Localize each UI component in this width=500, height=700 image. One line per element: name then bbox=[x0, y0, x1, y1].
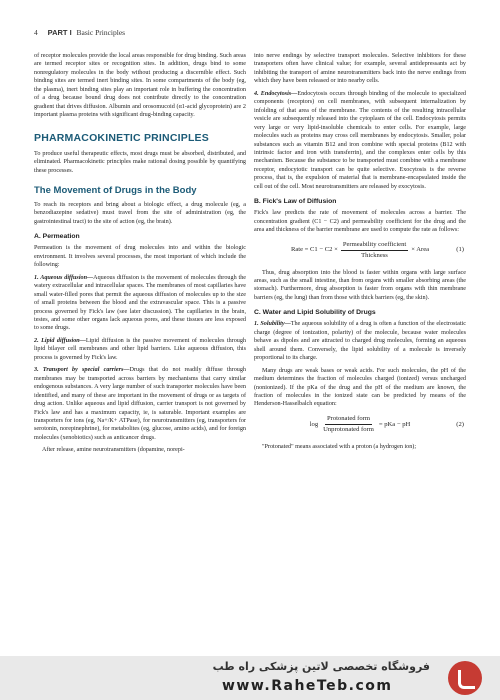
endocytosis-lead: 4. Endocytosis— bbox=[254, 90, 298, 97]
permeation-paragraph: Permeation is the movement of drug molecules into and within the biologic environment. It involves several processes, the most important of which include the following: bbox=[34, 245, 246, 269]
equation2-number: (2) bbox=[456, 420, 464, 428]
weak-acids-paragraph: Many drugs are weak bases or weak acids. For such molecules, the pH of the medium determines the fraction of molecules charged (ionized) versus uncharged (nonionized). If the pKa of the drug and the pH of the medium are known, the fraction of molecules in the ionized state can be predicted by means of the Henderson-Hasselbalch equation: bbox=[254, 367, 466, 408]
equation2-numerator: Protonated form bbox=[325, 415, 372, 425]
equation1-fraction bbox=[341, 241, 408, 261]
heading-solubility: C. Water and Lipid Solubility of Drugs bbox=[254, 309, 376, 317]
part-title: Basic Principles bbox=[76, 28, 126, 37]
aqueous-diffusion-text: Aqueous diffusion is the movement of molecules through the watery extracellular and intracellular spaces. The membranes of most capillaries have small water-filled pores that permit the aqueous diffusion of molecules up to the size of small proteins between the blood and the extravascular space. This is a passive process governed by Fick's law (see later discussion). The capillaries in the brain, testes, and some other organs lack aqueous pores, and these tissues are less exposed to some drugs. bbox=[34, 274, 246, 332]
watermark-persian-text: فروشگاه تخصصی لاتین پزشکی راه طب bbox=[212, 660, 430, 673]
intro-paragraph: of receptor molecules provide the local areas responsible for drug binding. Such areas are termed receptor sites or recognition sites. In addition, drugs bind to some nonregulatory molecules in the body without producing a discernible effect. Such binding sites are termed inert binding sites. In some compartments of the body (eg, the plasma), inert binding sites play an important role in buffering the concentration of a drug because bound drug does not contribute directly to the concentration gradient that drives diffusion. Albumin and orosomucoid (α1-acid glycoprotein) are 2 important plasma proteins with significant drug-binding capacity. bbox=[34, 53, 246, 119]
carrier-transport-lead: 3. Transport by special carriers— bbox=[34, 367, 130, 374]
heading-ficks-law: B. Fick's Law of Diffusion bbox=[254, 198, 337, 206]
subsection-title: The Movement of Drugs in the Body bbox=[34, 184, 197, 196]
endocytosis-paragraph bbox=[254, 90, 466, 191]
equation2-rhs: = pKa − pH bbox=[378, 420, 411, 428]
solubility-text: The aqueous solubility of a drug is often a function of the electrostatic charge (degree of ionization, polarity) of the molecule, because water molecules behave as dipoles and are attracted to charged drug molecules, forming an aqueous shell around them. Conversely, the lipid solubility of a molecule is inversely proportional to its charge. bbox=[254, 321, 466, 362]
watermark-url: www.RaheTeb.com bbox=[222, 678, 393, 694]
equation2-log: log bbox=[309, 420, 319, 428]
equation2-fraction bbox=[321, 415, 376, 435]
continuation-paragraph: into nerve endings by selective transport molecules. Selective inhibitors for these transporters often have clinical value; for example, several antidepressants act by inhibiting the transport of amine neurotransmitters back into the nerve endings from which they have been released or into nearby cells. bbox=[254, 53, 466, 85]
lipid-diffusion-lead: 2. Lipid diffusion— bbox=[34, 337, 86, 344]
subsection-paragraph: To reach its receptors and bring about a biologic effect, a drug molecule (eg, a benzodiazepine sedative) must travel from the site of administration (eg, the gastrointestinal tract) to the site of action (eg, the brain). bbox=[34, 201, 246, 225]
equation1-lhs: Rate = C1 − C2 × bbox=[290, 246, 338, 254]
endocytosis-text: Endocytosis occurs through binding of the molecule to specialized components (receptors) on cell membranes, with subsequent internalization by infolding of that area of the membrane. The contents of the resulting intracellular vesicle are subsequently released into the cytoplasm of the cell. Endocytosis permits very large or very lipid-insoluble chemicals to enter cells. For example, large molecules such as proteins may cross cell membranes by endocytosis. Smaller, polar substances such as vitamin B12 and iron combine with special proteins (B12 with intrinsic factor and iron with transferrin), and the complexes enter cells by this mechanism. Because the substance to be transported must combine with a membrane receptor, endocytotic transport can be quite selective. Exocytosis is the reverse process, that is, the expulsion of material that is membrane-encapsulated inside the cell out of the cell. Most neurotransmitters are released by exocytosis. bbox=[254, 90, 466, 190]
page-header bbox=[34, 28, 125, 37]
ficks-law-paragraph: Fick's law predicts the rate of movement of molecules across a barrier. The concentration gradient (C1 − C2) and permeability coefficient for the drug and the area and thickness of the barrier membrane are used to compute the rate as follows: bbox=[254, 210, 466, 234]
solubility-lead: 1. Solubility— bbox=[254, 321, 291, 328]
heading-permeation: A. Permeation bbox=[34, 233, 80, 241]
aqueous-diffusion-lead: 1. Aqueous diffusion— bbox=[34, 274, 94, 281]
right-column bbox=[254, 52, 466, 455]
ficks-law-paragraph-2: Thus, drug absorption into the blood is faster within organs with large surface areas, such as the small intestine, than from organs with smaller absorbing areas (the stomach). Furthermore, drug absorption is faster from organs with thin membrane barriers (eg, the lung) than from those with thick barriers (eg, the skin). bbox=[254, 269, 466, 301]
aqueous-diffusion-paragraph bbox=[34, 274, 246, 333]
equation1-number: (1) bbox=[456, 246, 464, 254]
solubility-paragraph bbox=[254, 320, 466, 362]
watermark-logo-icon bbox=[448, 661, 482, 695]
equation-henderson-hasselbalch bbox=[254, 415, 466, 435]
section-paragraph: To produce useful therapeutic effects, most drugs must be absorbed, distributed, and eliminated. Pharmacokinetic principles make rational dosing possible by quantifying these processes. bbox=[34, 150, 246, 174]
left-column bbox=[34, 52, 246, 459]
part-label: PART I bbox=[47, 28, 72, 37]
after-release-paragraph: After release, amine neurotransmitters (dopamine, norepi- bbox=[42, 447, 185, 454]
section-title: PHARMACOKINETIC PRINCIPLES bbox=[34, 131, 209, 144]
equation1-numerator: Permeability coefficient bbox=[341, 241, 408, 251]
equation1-denominator: Thickness bbox=[361, 252, 388, 260]
equation2-denominator: Unprotonated form bbox=[323, 426, 374, 434]
lipid-diffusion-paragraph bbox=[34, 337, 246, 362]
equation1-rhs: × Area bbox=[411, 246, 430, 254]
lipid-diffusion-text: Lipid diffusion is the passive movement of molecules through lipid bilayer cell membranes and other lipid barriers. Like aqueous diffusion, this process is governed by Fick's law. bbox=[34, 337, 246, 361]
carrier-transport-text: Drugs that do not readily diffuse through membranes may be transported across barriers by mechanisms that carry similar endogenous substances. A very large number of such transporter molecules have been identified, and many of these are important in the movement of drugs or as targets of drug action. Unlike aqueous and lipid diffusion, carrier transport is not governed by Fick's law and has a maximum capacity, ie, is saturable. Important examples are transporters for ions (eg, Na+/K+ ATPase), for neurotransmitters (eg, transporters for serotonin, norepinephrine), for metabolites (eg, glucose, amino acids), and for foreign molecules (xenobiotics) such as anticancer drugs. bbox=[34, 367, 246, 441]
page-number: 4 bbox=[34, 28, 38, 37]
carrier-transport-paragraph bbox=[34, 366, 246, 442]
protonated-note: "Protonated" means associated with a proton (a hydrogen ion); bbox=[262, 443, 417, 450]
equation-ficks-law bbox=[254, 241, 466, 261]
